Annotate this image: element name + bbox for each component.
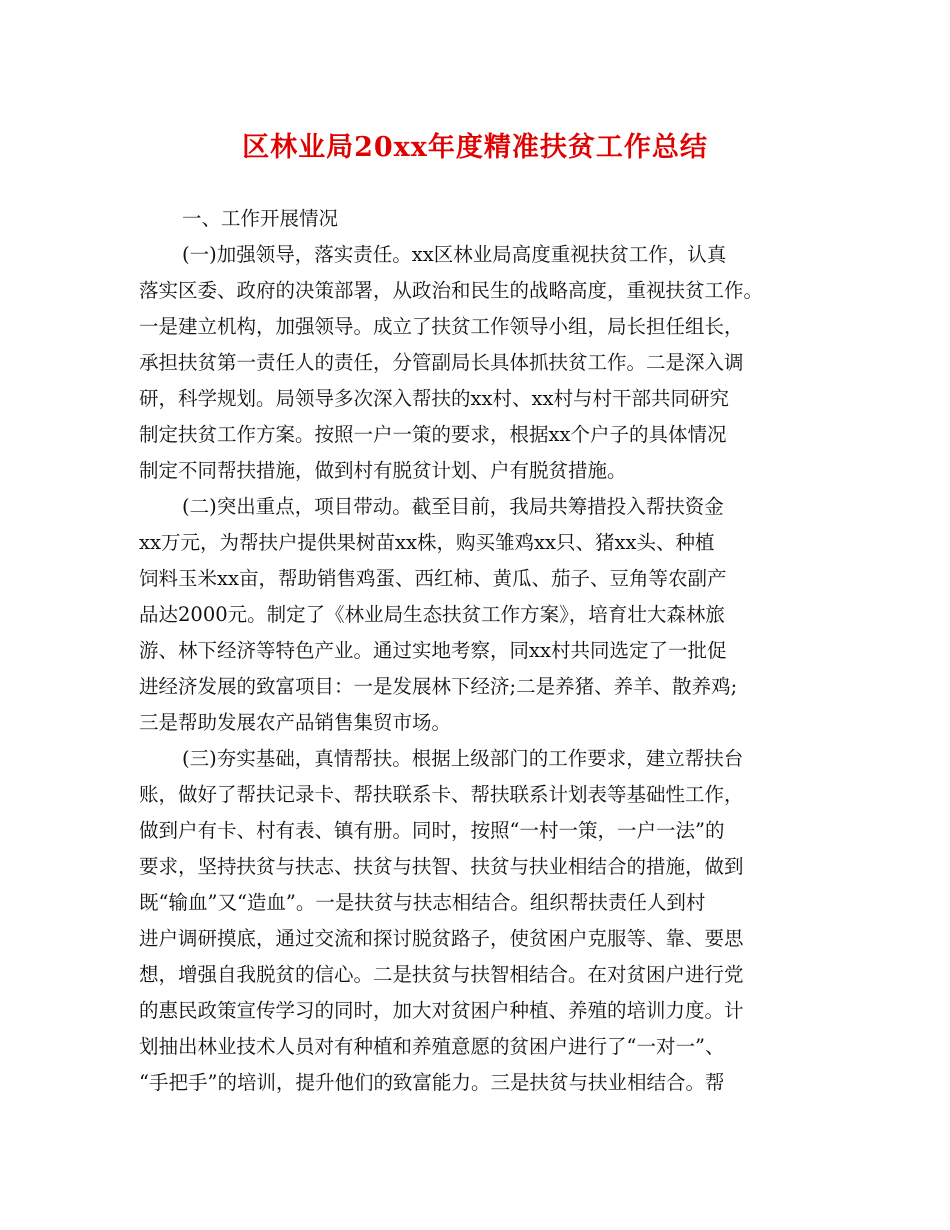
- text-line: 三是帮助发展农产品销售集贸市场。: [139, 711, 452, 734]
- text-line: xx万元，为帮扶户提供果树苗xx株，购买雏鸡xx只、猪xx头、种植: [139, 531, 715, 554]
- text-line: 品达2000元。制定了《林业局生态扶贫工作方案》，培育壮大森林旅: [139, 603, 725, 626]
- text-line: 进户调研摸底，通过交流和探讨脱贫路子，使贫困户克服等、靠、要思: [139, 927, 744, 950]
- text-line: 饲料玉米xx亩，帮助销售鸡蛋、西红柿、黄瓜、茄子、豆角等农副产: [139, 567, 727, 590]
- text-line: 划抽出林业技术人员对有种植和养殖意愿的贫困户进行了“一对一”、: [139, 1035, 725, 1058]
- text-line: 一是建立机构，加强领导。成立了扶贫工作领导小组，局长担任组长，: [139, 315, 744, 338]
- text-line: 制定扶贫工作方案。按照一户一策的要求，根据xx个户子的具体情况: [139, 423, 727, 446]
- text-line: 承担扶贫第一责任人的责任，分管副局长具体抓扶贫工作。二是深入调: [139, 351, 744, 374]
- text-line: 做到户有卡、村有表、镇有册。同时，按照“一村一策，一户一法”的: [139, 819, 725, 842]
- text-line: 既“输血”又“造血”。一是扶贫与扶志相结合。组织帮扶责任人到村: [139, 891, 706, 914]
- section-heading: 一、工作开展情况: [182, 207, 339, 230]
- text-line: (二)突出重点，项目带动。截至目前，我局共筹措投入帮扶资金: [182, 495, 724, 518]
- text-line: “手把手”的培训，提升他们的致富能力。三是扶贫与扶业相结合。帮: [139, 1071, 725, 1094]
- text-line: (一)加强领导，落实责任。xx区林业局高度重视扶贫工作，认真: [182, 243, 727, 266]
- text-line: 进经济发展的致富项目：一是发展林下经济;二是养猪、养羊、散养鸡;: [139, 675, 738, 698]
- text-line: 落实区委、政府的决策部署，从政治和民生的战略高度，重视扶贫工作。: [139, 279, 764, 302]
- text-line: (三)夯实基础，真情帮扶。根据上级部门的工作要求，建立帮扶台: [182, 747, 744, 770]
- document-title: 区林业局20xx年度精准扶贫工作总结: [242, 132, 708, 163]
- text-line: 想，增强自我脱贫的信心。二是扶贫与扶智相结合。在对贫困户进行党: [139, 963, 744, 986]
- text-line: 制定不同帮扶措施，做到村有脱贫计划、户有脱贫措施。: [139, 459, 627, 482]
- text-line: 游、林下经济等特色产业。通过实地考察，同xx村共同选定了一批促: [139, 639, 727, 662]
- text-line: 的惠民政策宣传学习的同时，加大对贫困户种植、养殖的培训力度。计: [139, 999, 744, 1022]
- text-line: 研，科学规划。局领导多次深入帮扶的xx村、xx村与村干部共同研究: [139, 387, 729, 410]
- text-line: 账，做好了帮扶记录卡、帮扶联系卡、帮扶联系计划表等基础性工作，: [139, 783, 744, 806]
- text-line: 要求，坚持扶贫与扶志、扶贫与扶智、扶贫与扶业相结合的措施，做到: [139, 855, 744, 878]
